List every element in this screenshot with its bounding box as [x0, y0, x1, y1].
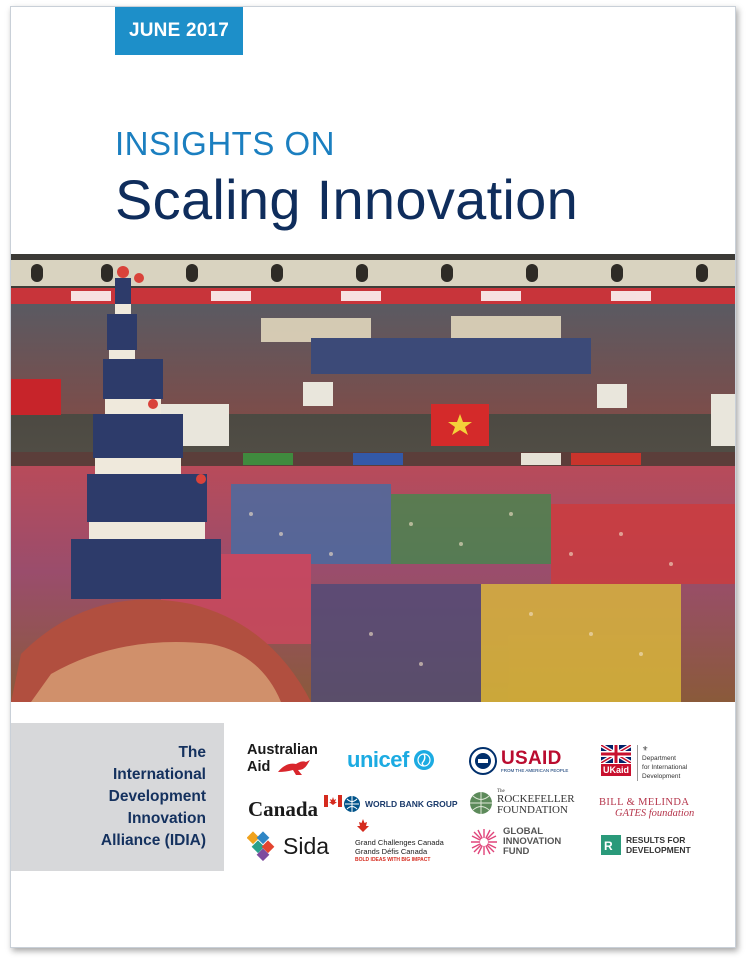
- usaid-text: USAID: [501, 747, 562, 769]
- date-badge: JUNE 2017: [115, 7, 243, 55]
- canada-flag-icon: [324, 795, 342, 807]
- cover-photo: [11, 254, 735, 702]
- canada-text: Canada: [248, 797, 319, 821]
- idia-box: [11, 723, 224, 871]
- gates-line2: GATES foundation: [615, 808, 695, 819]
- australian-aid-line1: Australian: [247, 742, 318, 758]
- world-bank-logo: [343, 795, 458, 813]
- sida-logo: [247, 831, 329, 861]
- gif-line3: FUND: [503, 846, 530, 857]
- rockefeller-logo: [469, 789, 575, 816]
- kangaroo-icon: [276, 758, 312, 776]
- title-line-2: Scaling Innovation: [115, 168, 579, 231]
- dfid-crest-icon: ⚜: [642, 746, 649, 753]
- ukaid-text: UKaid: [603, 765, 630, 775]
- gates-foundation-logo: [599, 797, 694, 819]
- grand-challenges-tagline: BOLD IDEAS WITH BIG IMPACT: [355, 857, 431, 863]
- svg-text:R: R: [604, 839, 613, 853]
- gif-burst-icon: [469, 827, 499, 857]
- gif-line1: GLOBAL: [503, 826, 544, 837]
- rockefeller-line2: FOUNDATION: [497, 804, 568, 816]
- idia-line-2: International: [112, 766, 206, 783]
- grand-challenges-logo: [355, 819, 475, 865]
- sida-mark-icon: [247, 831, 279, 861]
- rockefeller-line1: ROCKEFELLER: [497, 793, 575, 805]
- idia-line-4: Innovation: [127, 810, 206, 827]
- idia-line-1: The: [178, 744, 206, 761]
- r4d-line1: RESULTS FOR: [626, 835, 686, 845]
- unicef-globe-icon: [412, 748, 436, 772]
- world-bank-globe-icon: [343, 795, 361, 813]
- usaid-logo: [469, 747, 568, 775]
- dfid-line2: for International: [642, 764, 688, 771]
- global-innovation-fund-logo: [469, 827, 561, 857]
- australian-aid-line2: Aid: [247, 759, 271, 775]
- r4d-logo: [601, 835, 691, 855]
- rockefeller-globe-icon: [469, 791, 493, 815]
- dfid-line3: Development: [642, 773, 681, 780]
- australian-aid-logo: [247, 743, 337, 776]
- title-line-1: INSIGHTS ON: [115, 125, 336, 162]
- dfid-line1: Department: [642, 755, 676, 762]
- r4d-mark-icon: [601, 835, 621, 855]
- human-tower-photo: [11, 254, 735, 702]
- usaid-seal-icon: [469, 747, 497, 775]
- world-bank-text: WORLD BANK GROUP: [365, 799, 458, 809]
- union-jack-icon: [601, 745, 631, 763]
- report-cover: [10, 6, 736, 948]
- grand-challenges-line1: Grand Challenges Canada: [355, 838, 444, 847]
- usaid-tagline: FROM THE AMERICAN PEOPLE: [501, 767, 569, 773]
- r4d-line2: DEVELOPMENT: [626, 845, 691, 855]
- rockefeller-prefix: The: [497, 789, 505, 794]
- gates-line1: BILL & MELINDA: [599, 797, 690, 808]
- gif-line2: INNOVATION: [503, 836, 562, 847]
- unicef-text: unicef: [347, 747, 409, 772]
- ukaid-logo: [601, 745, 687, 781]
- idia-line-3: Development: [108, 788, 206, 805]
- sida-text: Sida: [283, 832, 330, 859]
- unicef-logo: [347, 747, 436, 773]
- idia-line-5: Alliance (IDIA): [100, 832, 206, 849]
- grand-challenges-line2: Grands Défis Canada: [355, 847, 428, 856]
- canada-logo: [248, 797, 318, 822]
- maple-leaf-icon: [355, 819, 371, 833]
